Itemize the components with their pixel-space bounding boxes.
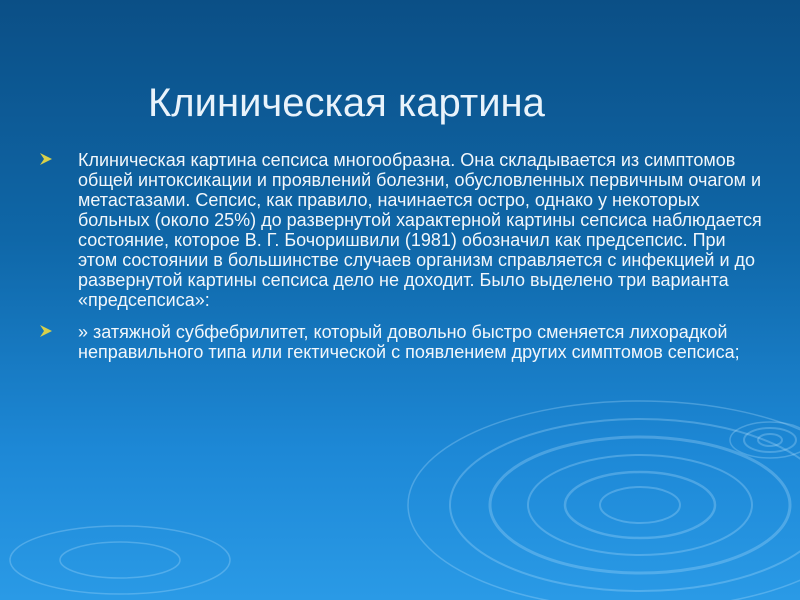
bullet-text: Клиническая картина сепсиса многообразна. Она складывается из симптомов общей интоксикации и проявлений болезни, обусловленных первичным очагом и метастазами. Сепсис, как правило, начинается остро, однако у некоторых больных (около 25%) до развернутой характерной картины сепсиса наблюдается состояние, которое В. Г. Бочоришвили (1981) обозначил как предсепсис. При этом состоянии в большинстве случаев организм справляется с инфекцией и до развернутой картины сепсиса дело не доходит. Было выделено три варианта «предсепсиса»: [78,150,762,310]
arrowhead-bullet-icon [38,323,54,339]
list-item [38,150,768,310]
arrowhead-bullet-icon [38,151,54,167]
list-item [38,322,768,362]
bullet-list [38,150,768,374]
bullet-text: » затяжной субфебрилитет, который довольно быстро сменяется лихорадкой неправильного типа или гектической с появлением других симптомов сепсиса; [78,322,740,362]
slide-title: Клиническая картина [148,80,545,125]
